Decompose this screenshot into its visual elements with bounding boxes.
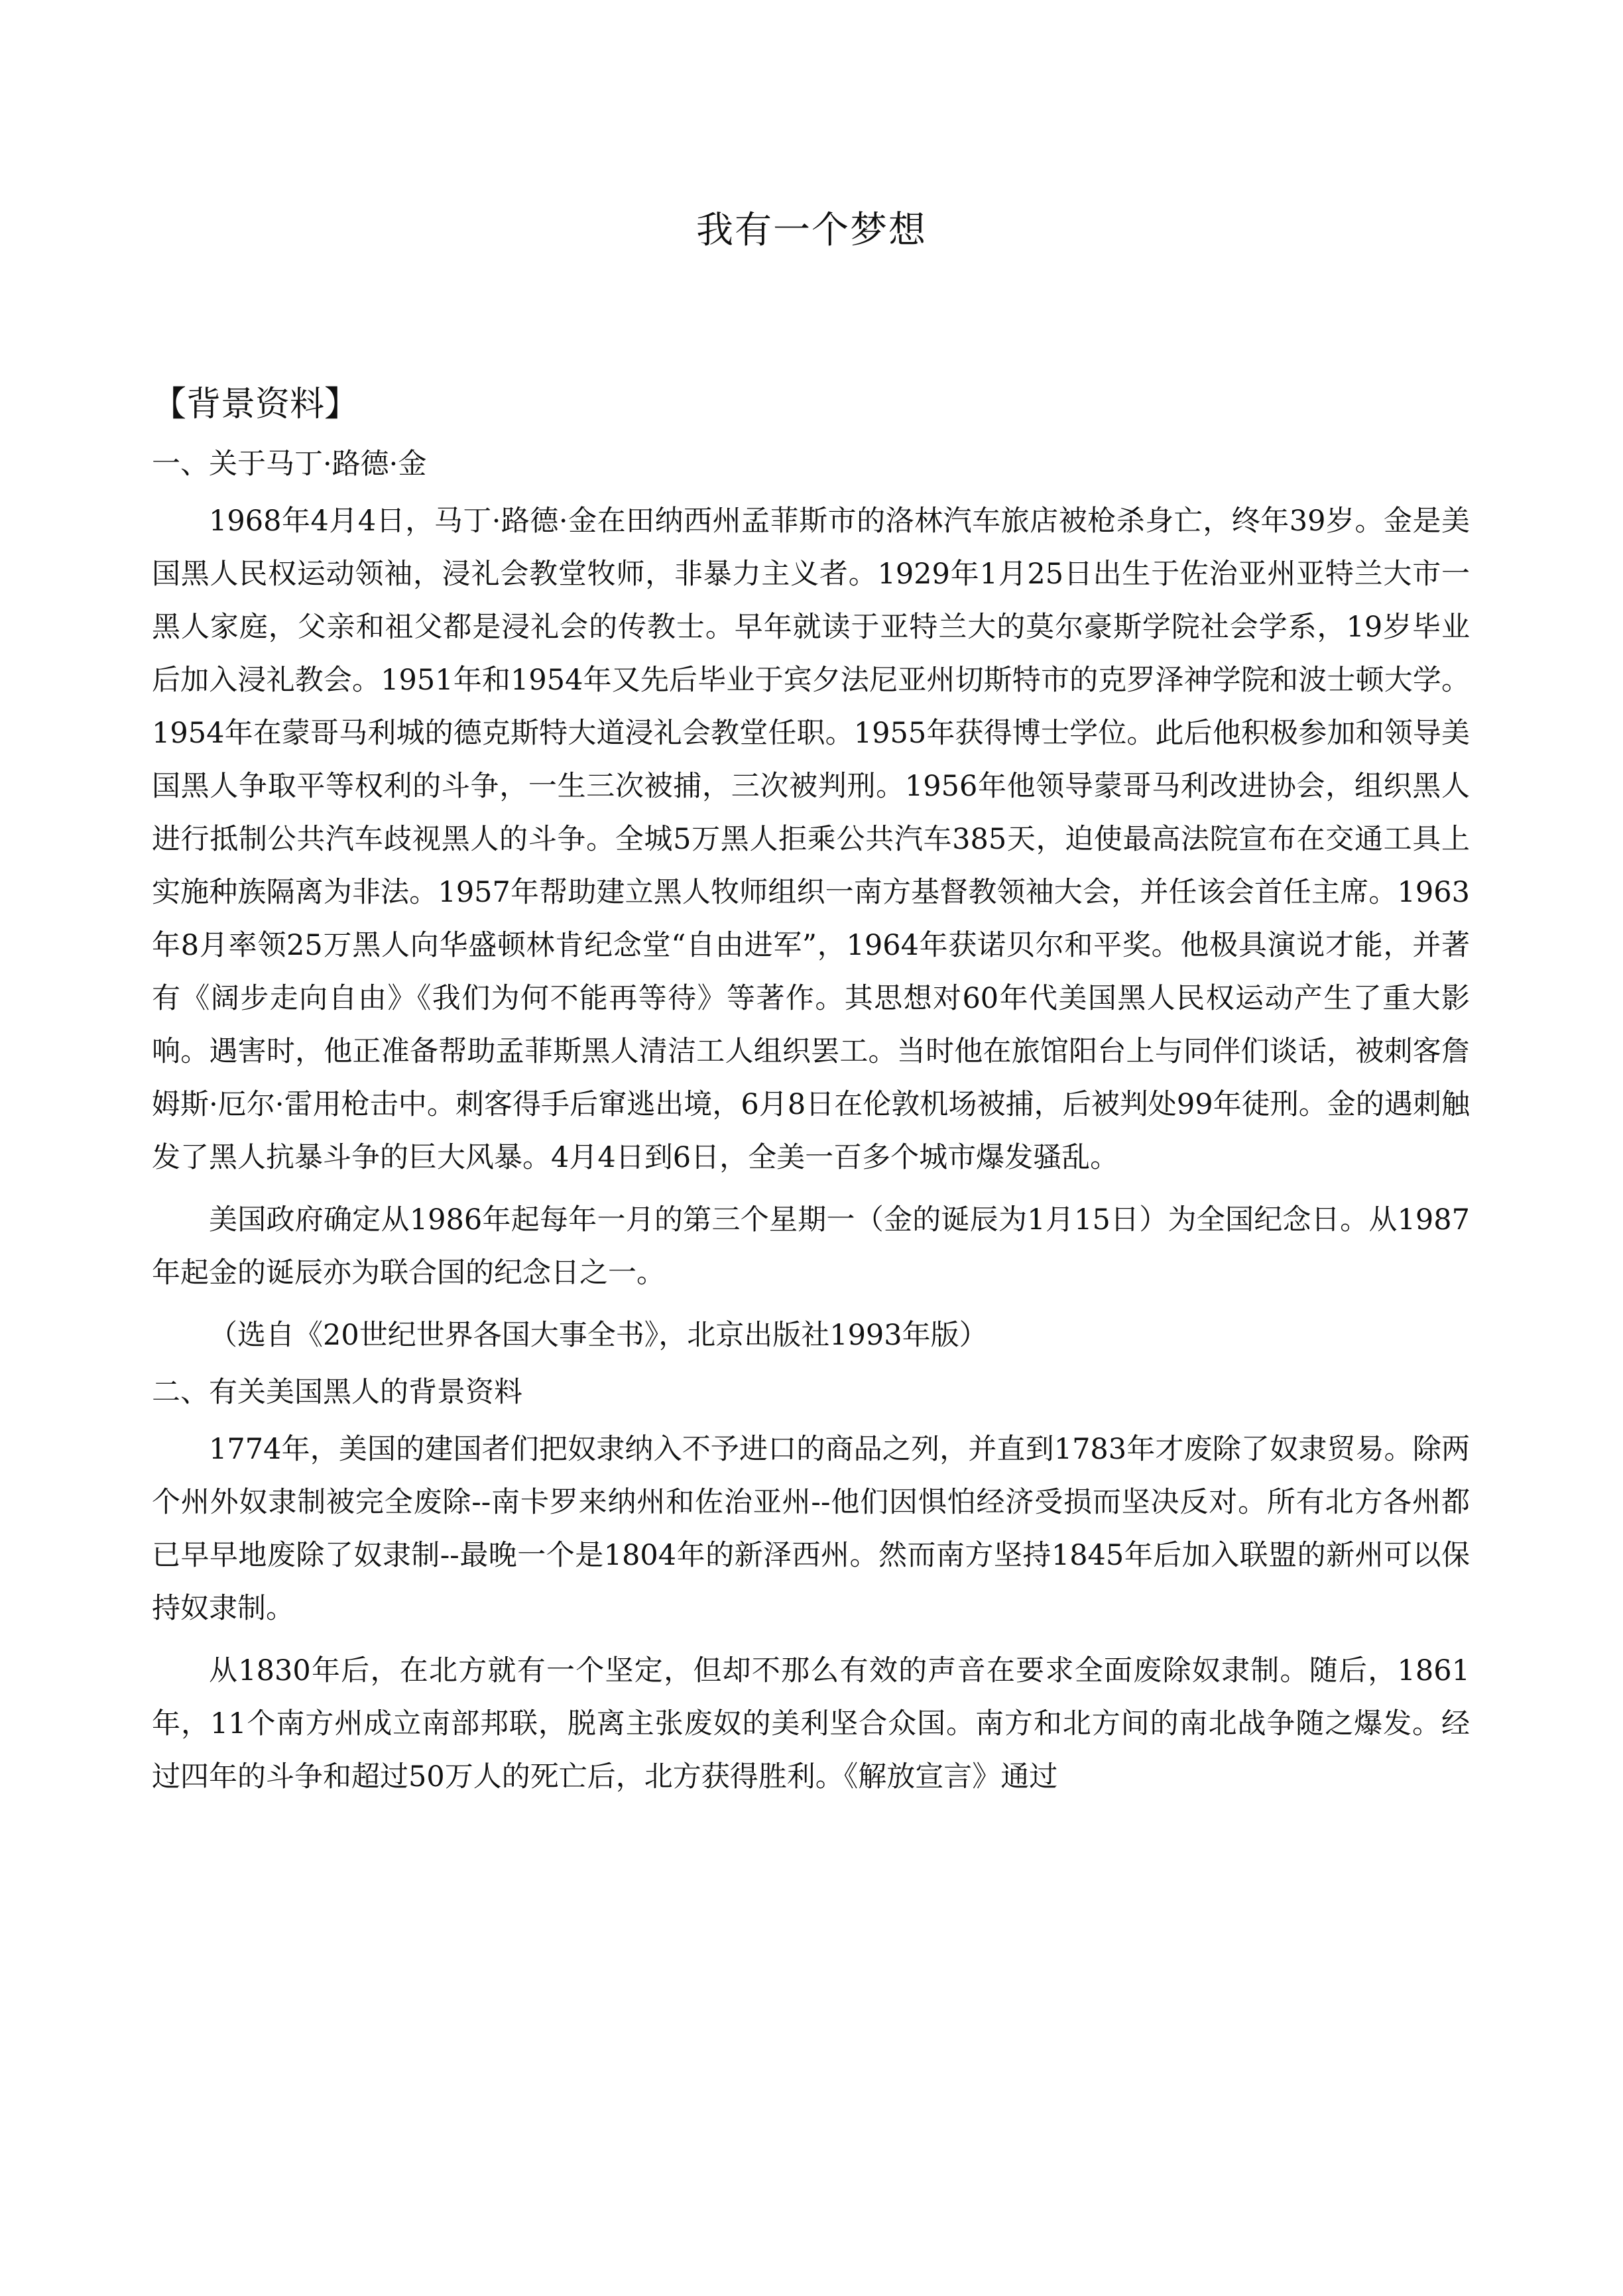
- part2-paragraph-2: 从1830年后，在北方就有一个坚定，但却不那么有效的声音在要求全面废除奴隶制。随后，1861年，11个南方州成立南部邦联，脱离主张废奴的美利坚合众国。南方和北方间的南北战争随之爆发。经过四年的斗争和超过50万人的死亡后，北方获得胜利。《解放宣言》通过: [152, 1654, 1470, 1793]
- part1-citation: （选自《20世纪世界各国大事全书》，北京出版社1993年版）: [209, 1319, 988, 1352]
- part1-paragraph-1: 1968年4月4日，马丁·路德·金在田纳西州孟菲斯市的洛林汽车旅店被枪杀身亡，终年39岁。金是美国黑人民权运动领袖，浸礼会教堂牧师，非暴力主义者。1929年1月25日出生于佐治亚州亚特兰大市一黑人家庭，父亲和祖父都是浸礼会的传教士。早年就读于亚特兰大的莫尔豪斯学院社会学系，19岁毕业后加入浸礼教会。1951年和1954年又先后毕业于宾夕法尼亚州切斯特市的克罗泽神学院和波士顿大学。1954年在蒙哥马利城的德克斯特大道浸礼会教堂任职。1955年获得博士学位。此后他积极参加和领导美国黑人争取平等权利的斗争，一生三次被捕，三次被判刑。1956年他领导蒙哥马利改进协会，组织黑人进行抵制公共汽车歧视黑人的斗争。全城5万黑人拒乘公共汽车385天，迫使最高法院宣布在交通工具上实施种族隔离为非法。1957年帮助建立黑人牧师组织一南方基督教领袖大会，并任该会首任主席。1963年8月率领25万黑人向华盛顿林肯纪念堂“自由进军”，1964年获诺贝尔和平奖。他极具演说才能，并著有《阔步走向自由》《我们为何不能再等待》等著作。其思想对60年代美国黑人民权运动产生了重大影响。遇害时，他正准备帮助孟菲斯黑人清洁工人组织罢工。当时他在旅馆阳台上与同伴们谈话，被刺客詹姆斯·厄尔·雷用枪击中。刺客得手后窜逃出境，6月8日在伦敦机场被捕，后被判处99年徒刑。金的遇刺触发了黑人抗暴斗争的巨大风暴。4月4日到6日，全美一百多个城市爆发骚乱。: [152, 505, 1470, 1174]
- part2-heading: 二、有关美国黑人的背景资料: [152, 1376, 522, 1409]
- document-title: 我有一个梦想: [696, 209, 927, 252]
- section-heading: 【背景资料】: [152, 385, 359, 424]
- part2-paragraph-1: 1774年，美国的建国者们把奴隶纳入不予进口的商品之列，并直到1783年才废除了奴隶贸易。除两个州外奴隶制被完全废除--南卡罗来纳州和佐治亚州--他们因惧怕经济受损而坚决反对。所有北方各州都已早早地废除了奴隶制--最晚一个是1804年的新泽西州。然而南方坚持1845年后加入联盟的新州可以保持奴隶制。: [152, 1433, 1470, 1625]
- part1-heading: 一、关于马丁·路德·金: [152, 448, 427, 481]
- document-body: [152, 377, 1470, 1813]
- part1-paragraph-2: 美国政府确定从1986年起每年一月的第三个星期一（金的诞辰为1月15日）为全国纪念日。从1987年起金的诞辰亦为联合国的纪念日之一。: [152, 1203, 1470, 1290]
